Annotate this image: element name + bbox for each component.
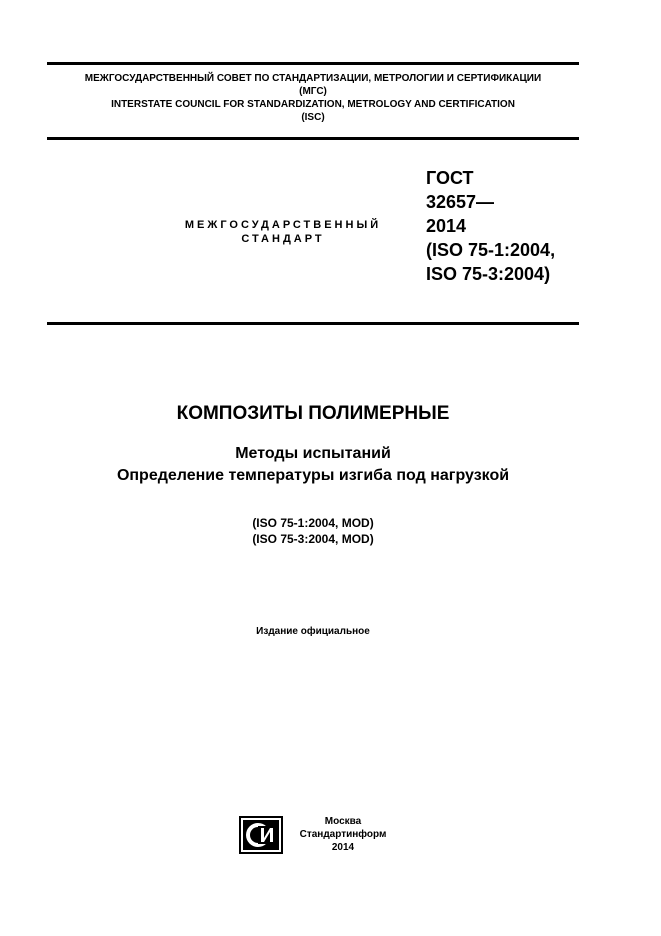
publisher-info (293, 815, 393, 854)
designation-bottom-rule (47, 322, 579, 325)
council-header (47, 72, 579, 124)
council-ru-name: МЕЖГОСУДАРСТВЕННЫЙ СОВЕТ ПО СТАНДАРТИЗАЦИИ, МЕТРОЛОГИИ И СЕРТИФИКАЦИИ (84, 73, 542, 84)
iso-reference-1: (ISO 75-1:2004, MOD) (252, 516, 374, 530)
document-subtitle (47, 443, 579, 487)
designation-line1: ГОСТ (426, 168, 474, 188)
publisher-year: 2014 (331, 842, 355, 853)
standard-type (168, 218, 398, 246)
council-ru-abbr: (МГС) (299, 86, 327, 97)
council-en-abbr: (ISC) (301, 112, 325, 123)
designation-line3: 2014 (426, 216, 467, 236)
standard-type-line2: СТАНДАРТ (241, 233, 325, 245)
standartinform-logo-icon (239, 816, 283, 854)
edition-label: Издание официальное (256, 626, 370, 637)
iso-references (47, 515, 579, 547)
publisher-city: Москва (324, 816, 362, 827)
standard-type-line1: МЕЖГОСУДАРСТВЕННЫЙ (184, 219, 382, 231)
subtitle-line2: Определение температуры изгиба под нагрузкой (116, 467, 510, 484)
designation-line4: (ISO 75-1:2004, (426, 240, 556, 260)
document-title: КОМПОЗИТЫ ПОЛИМЕРНЫЕ (176, 403, 450, 424)
top-rule (47, 62, 579, 65)
designation-line2: 32657— (426, 192, 495, 212)
publisher-name: Стандартинформ (299, 829, 387, 840)
subtitle-line1: Методы испытаний (235, 445, 391, 462)
designation-line5: ISO 75-3:2004) (426, 264, 551, 284)
council-bottom-rule (47, 137, 579, 140)
iso-reference-2: (ISO 75-3:2004, MOD) (252, 532, 374, 546)
council-en-name: INTERSTATE COUNCIL FOR STANDARDIZATION, METROLOGY AND CERTIFICATION (111, 99, 515, 110)
standard-designation (426, 166, 586, 286)
